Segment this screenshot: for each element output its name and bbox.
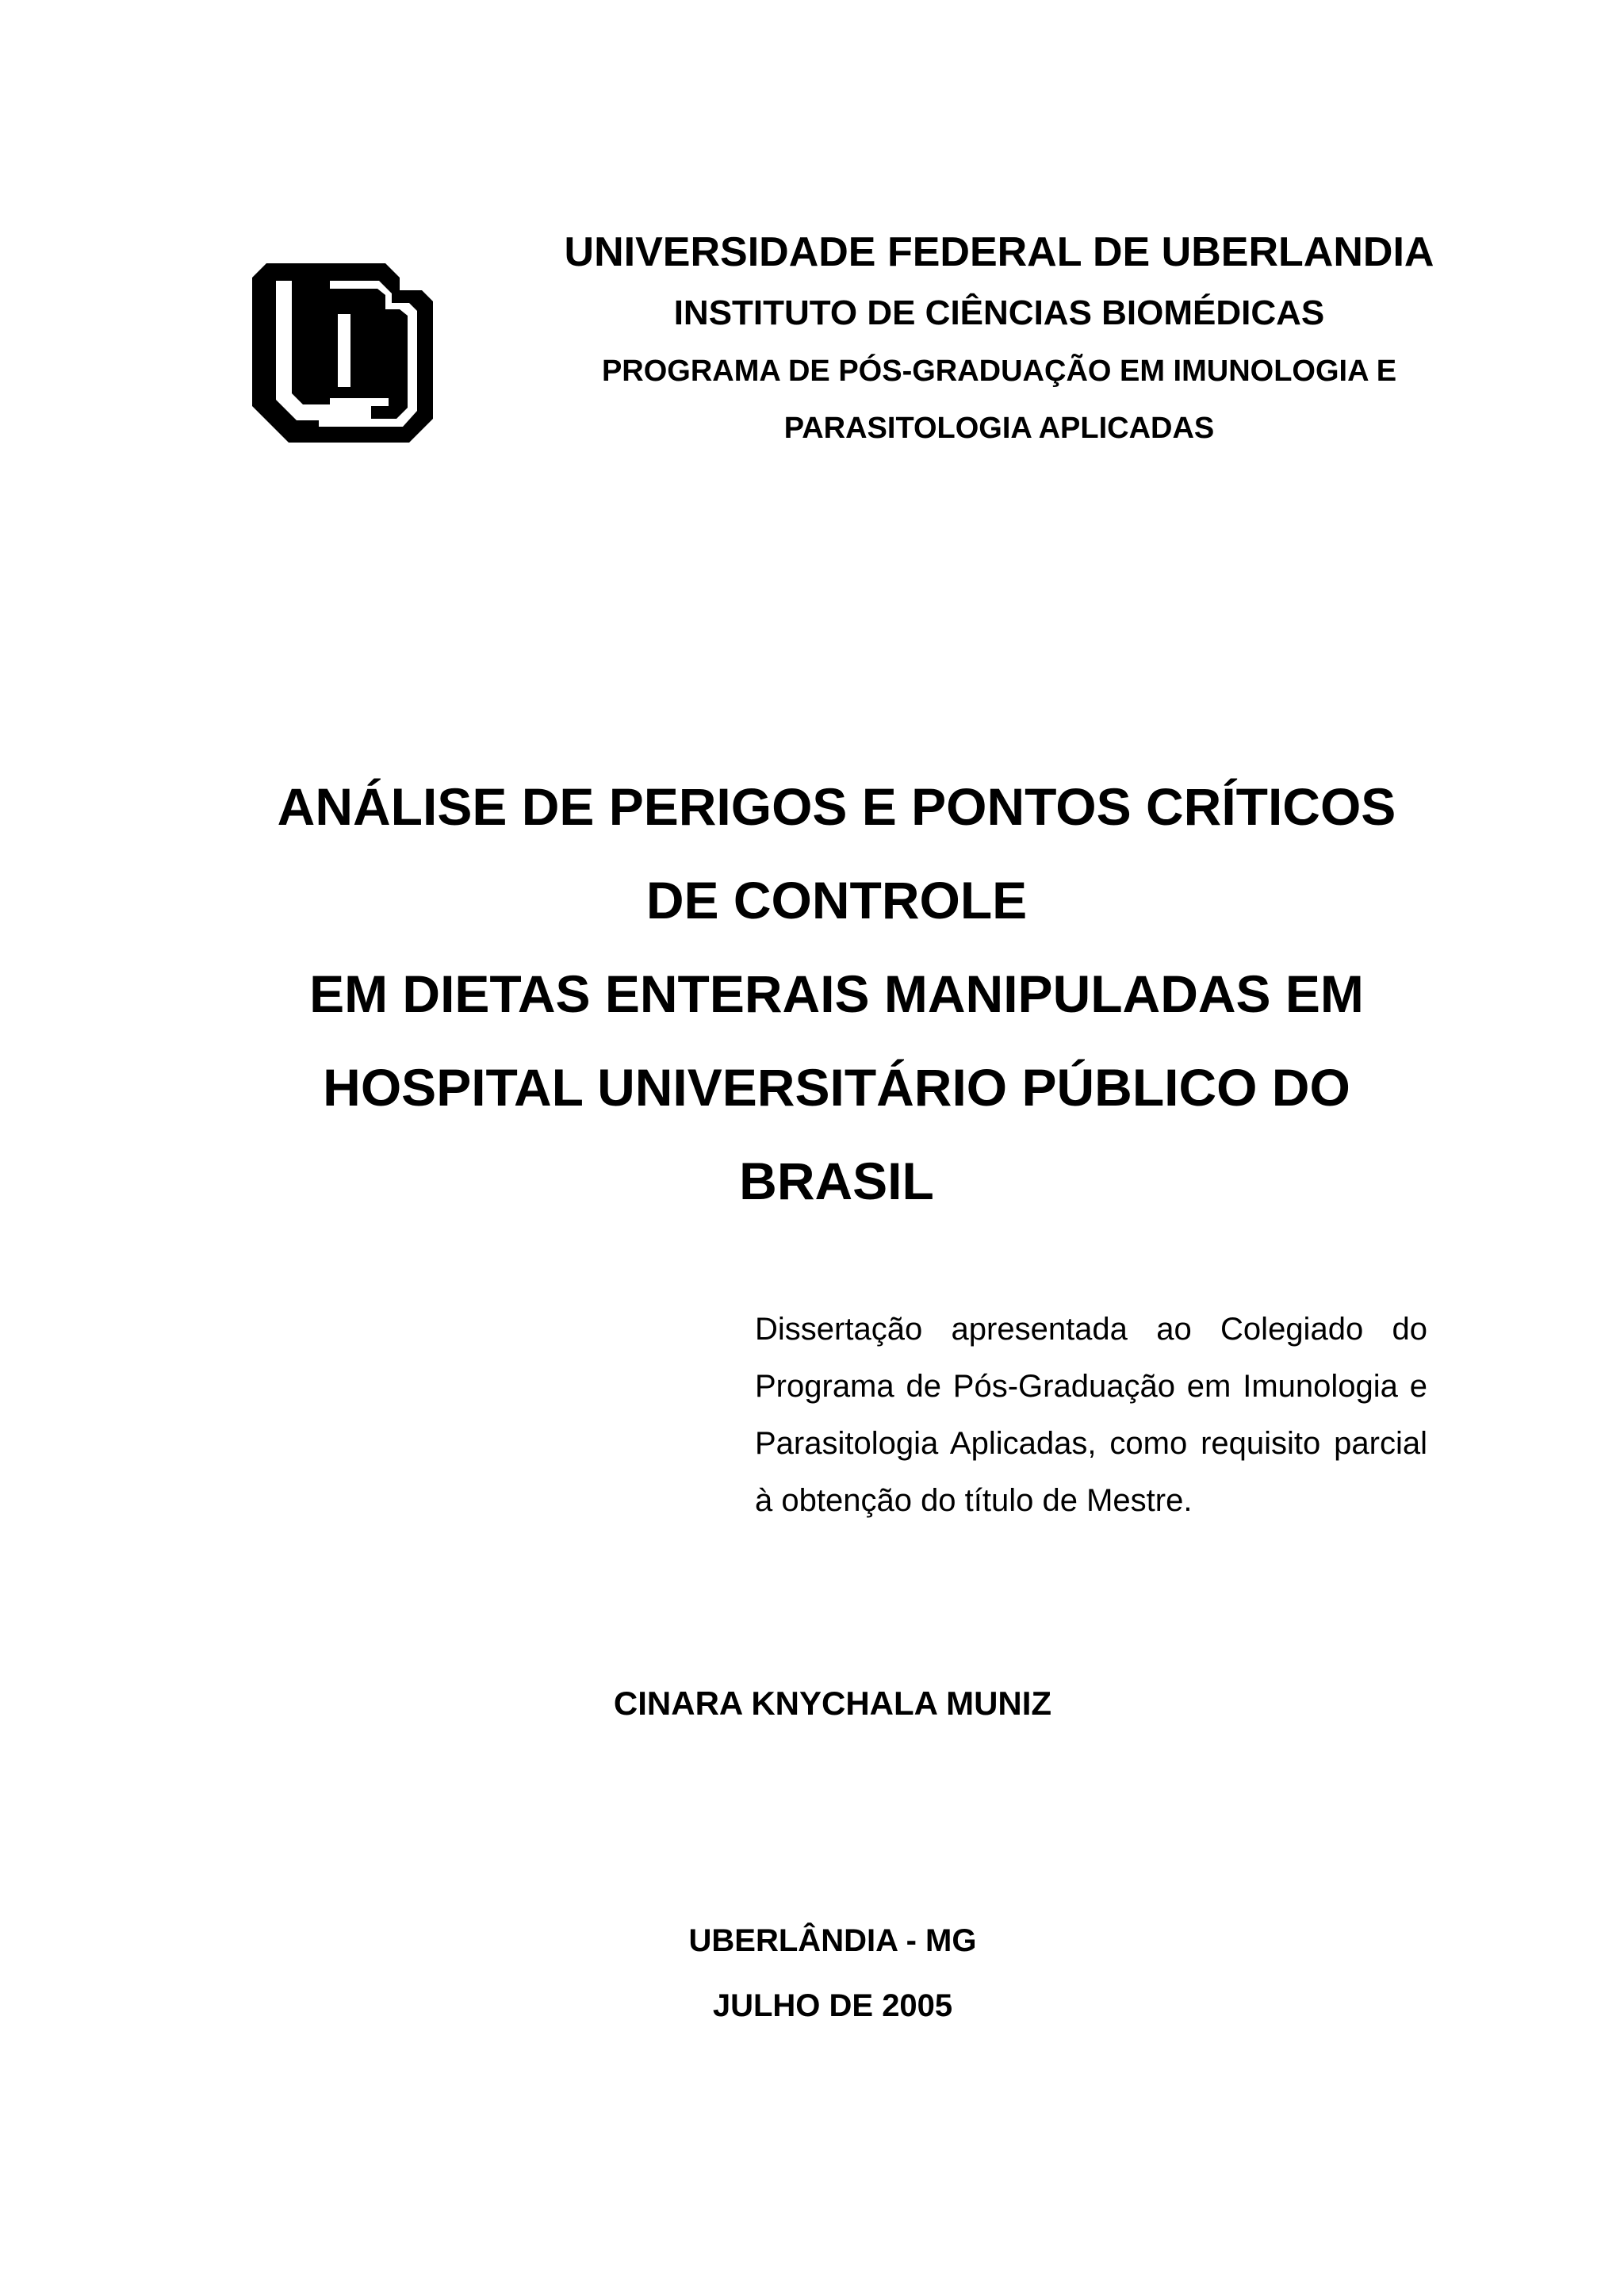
- title-line: BRASIL: [739, 1152, 934, 1210]
- title-line: ANÁLISE DE PERIGOS E PONTOS CRÍTICOS: [277, 777, 1396, 836]
- dissertation-title: [174, 760, 1499, 1228]
- institute-name: INSTITUTO DE CIÊNCIAS BIOMÉDICAS: [673, 293, 1325, 332]
- university-logo-icon: [252, 263, 433, 444]
- title-line: HOSPITAL UNIVERSITÁRIO PÚBLICO DO: [323, 1058, 1350, 1117]
- program-name-line1: PROGRAMA DE PÓS-GRADUAÇÃO EM IMUNOLOGIA E: [601, 355, 1397, 388]
- publication-date: JULHO DE 2005: [712, 1988, 953, 2023]
- author-name: CINARA KNYCHALA MUNIZ: [613, 1685, 1052, 1722]
- dissertation-note: Dissertação apresentada ao Colegiado do Programa de Pós-Graduação em Imunologia e Parasitologia Aplicadas, como requisito parcial à obtenção do título de Mestre.: [755, 1312, 1427, 1518]
- institution-header: [508, 224, 1491, 457]
- university-name: UNIVERSIDADE FEDERAL DE UBERLANDIA: [564, 229, 1434, 275]
- location: UBERLÂNDIA - MG: [688, 1923, 977, 1958]
- program-name-line2: PARASITOLOGIA APLICADAS: [783, 412, 1215, 445]
- title-line: DE CONTROLE: [645, 871, 1028, 930]
- title-line: EM DIETAS ENTERAIS MANIPULADAS EM: [309, 964, 1364, 1023]
